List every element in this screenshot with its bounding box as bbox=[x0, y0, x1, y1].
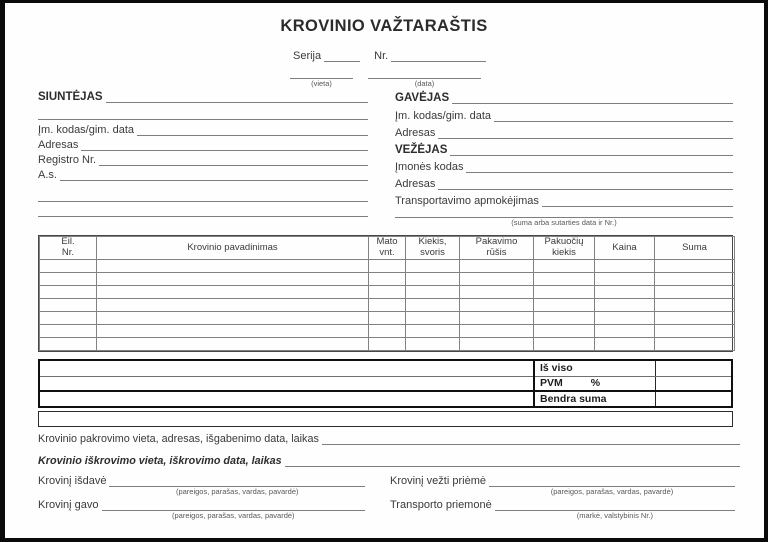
cargo-cell bbox=[369, 312, 406, 325]
cargo-cell bbox=[406, 299, 460, 312]
col-header-kiekis-svoris: Kiekis, svoris bbox=[406, 237, 460, 260]
cargo-cell bbox=[460, 299, 534, 312]
carrier-code-line bbox=[466, 158, 733, 173]
col-header-pavadinimas: Krovinio pavadinimas bbox=[97, 237, 369, 260]
received-by-label: Krovinį gavo bbox=[38, 499, 99, 511]
loading-place-label: Krovinio pakrovimo vieta, adresas, išgabenimo data, laikas bbox=[38, 433, 319, 445]
cargo-cell bbox=[655, 312, 735, 325]
totals-spacer-cell bbox=[40, 376, 534, 391]
sender-account-line bbox=[60, 166, 368, 181]
cargo-cell bbox=[534, 260, 595, 273]
sender-address-label: Adresas bbox=[38, 139, 79, 151]
grand-total-label: Bendra suma bbox=[534, 391, 655, 406]
cargo-row bbox=[40, 260, 735, 273]
transport-vehicle-caption: (markė, valstybinis Nr.) bbox=[576, 511, 653, 520]
receiver-address-row bbox=[395, 124, 733, 139]
totals-spacer-cell bbox=[40, 391, 534, 406]
receiver-address-label: Adresas bbox=[395, 127, 436, 139]
cargo-cell bbox=[369, 260, 406, 273]
form-title: KROVINIO VAŽTARAŠTIS bbox=[280, 17, 488, 35]
carrier-title-row bbox=[395, 141, 733, 156]
col-header-suma: Suma bbox=[655, 237, 735, 260]
cargo-cell bbox=[97, 299, 369, 312]
data-blank-line bbox=[368, 67, 481, 88]
vieta-blank-line bbox=[290, 67, 353, 88]
unloading-place-row bbox=[38, 453, 740, 467]
cargo-table bbox=[38, 235, 733, 352]
received-by-line bbox=[102, 497, 365, 520]
cargo-cell bbox=[40, 325, 97, 338]
cargo-cell bbox=[40, 338, 97, 351]
accepted-by-caption: (pareigos, parašas, vardas, pavardė) bbox=[550, 487, 674, 496]
sender-account-label: A.s. bbox=[38, 169, 57, 181]
vat-percent-sign: % bbox=[590, 377, 601, 390]
sender-code-label: Įm. kodas/gim. data bbox=[38, 124, 134, 136]
sender-register-line bbox=[99, 151, 368, 166]
col-header-kaina: Kaina bbox=[595, 237, 655, 260]
cargo-cell bbox=[534, 286, 595, 299]
cargo-row bbox=[40, 273, 735, 286]
sender-extra-row-2 bbox=[38, 187, 368, 202]
receiver-title-row bbox=[395, 89, 733, 104]
carrier-code-row bbox=[395, 158, 733, 173]
cargo-cell bbox=[97, 312, 369, 325]
cargo-row bbox=[40, 286, 735, 299]
cargo-cell bbox=[97, 325, 369, 338]
received-by-caption: (pareigos, parašas, vardas, pavardė) bbox=[171, 511, 295, 520]
cargo-cell bbox=[534, 273, 595, 286]
cargo-table-body bbox=[40, 260, 735, 351]
cargo-cell bbox=[595, 273, 655, 286]
receiver-title: GAVĖJAS bbox=[395, 92, 450, 104]
vieta-data-row bbox=[290, 67, 485, 88]
loading-place-line bbox=[322, 431, 740, 445]
carrier-address-line bbox=[438, 175, 733, 190]
sender-extra-line-3 bbox=[38, 202, 368, 217]
sender-code-line bbox=[137, 121, 368, 136]
transport-vehicle-line bbox=[495, 497, 735, 520]
carrier-code-label: Įmonės kodas bbox=[395, 161, 464, 173]
vat-row bbox=[40, 376, 731, 391]
cargo-cell bbox=[655, 260, 735, 273]
accepted-by-line bbox=[489, 473, 735, 496]
cargo-cell bbox=[97, 338, 369, 351]
cargo-cell bbox=[369, 273, 406, 286]
cargo-cell bbox=[655, 286, 735, 299]
unloading-place-line bbox=[285, 453, 740, 467]
receiver-code-row bbox=[395, 107, 733, 122]
cargo-cell bbox=[460, 273, 534, 286]
carrier-title: VEŽĖJAS bbox=[395, 144, 448, 156]
cargo-cell bbox=[595, 286, 655, 299]
carrier-name-line bbox=[450, 141, 733, 156]
receiver-code-line bbox=[494, 107, 733, 122]
total-amount-cell bbox=[655, 361, 731, 376]
cargo-cell bbox=[406, 338, 460, 351]
cargo-cell bbox=[534, 312, 595, 325]
totals-spacer-cell bbox=[40, 361, 534, 376]
sender-register-label: Registro Nr. bbox=[38, 154, 97, 166]
cargo-row bbox=[40, 325, 735, 338]
cargo-row bbox=[40, 299, 735, 312]
receiver-name-line bbox=[452, 89, 733, 104]
cargo-cell bbox=[595, 312, 655, 325]
nr-label: Nr. bbox=[374, 50, 389, 62]
cargo-cell bbox=[655, 338, 735, 351]
cargo-cell bbox=[97, 260, 369, 273]
cargo-cell bbox=[369, 299, 406, 312]
loading-place-row bbox=[38, 431, 740, 445]
cargo-cell bbox=[40, 260, 97, 273]
serija-label: Serija bbox=[293, 50, 322, 62]
totals-block bbox=[38, 359, 733, 408]
accepted-by-label: Krovinį vežti priėmė bbox=[390, 475, 486, 487]
cargo-cell bbox=[40, 273, 97, 286]
cargo-cell bbox=[460, 286, 534, 299]
sender-extra-line-2 bbox=[38, 187, 368, 202]
sender-title: SIUNTĖJAS bbox=[38, 91, 103, 103]
transport-vehicle-label: Transporto priemonė bbox=[390, 499, 492, 511]
col-header-mato-vnt: Mato vnt. bbox=[369, 237, 406, 260]
carrier-payment-caption: (suma arba sutarties data ir Nr.) bbox=[511, 218, 617, 227]
cargo-cell bbox=[595, 260, 655, 273]
cargo-row bbox=[40, 312, 735, 325]
cargo-cell bbox=[460, 312, 534, 325]
accepted-by-row bbox=[390, 473, 735, 496]
carrier-payment-label: Transportavimo apmokėjimas bbox=[395, 195, 539, 207]
sender-extra-row-3 bbox=[38, 202, 368, 217]
cargo-cell bbox=[369, 325, 406, 338]
sender-extra-row-1 bbox=[38, 105, 368, 120]
issued-by-row bbox=[38, 473, 365, 496]
cargo-cell bbox=[534, 338, 595, 351]
col-header-pakuociu-kiekis: Pakuočių kiekis bbox=[534, 237, 595, 260]
cargo-cell bbox=[406, 260, 460, 273]
serija-blank-line bbox=[324, 49, 360, 62]
sender-name-line bbox=[106, 88, 368, 103]
cargo-cell bbox=[595, 299, 655, 312]
cargo-cell bbox=[369, 286, 406, 299]
issued-by-line bbox=[109, 473, 365, 496]
cargo-cell bbox=[40, 286, 97, 299]
transport-vehicle-row bbox=[390, 497, 735, 520]
cargo-cell bbox=[406, 273, 460, 286]
cargo-cell bbox=[97, 273, 369, 286]
cargo-cell bbox=[40, 299, 97, 312]
cargo-cell bbox=[534, 325, 595, 338]
cargo-cell bbox=[460, 338, 534, 351]
vieta-caption: (vieta) bbox=[311, 79, 332, 88]
cargo-cell bbox=[369, 338, 406, 351]
receiver-address-line bbox=[438, 124, 733, 139]
sender-code-row bbox=[38, 121, 368, 136]
carrier-payment-detail-row bbox=[395, 203, 733, 227]
vat-amount-cell bbox=[655, 376, 731, 391]
sender-address-row bbox=[38, 136, 368, 151]
issued-by-caption: (pareigos, parašas, vardas, pavardė) bbox=[175, 487, 299, 496]
total-row bbox=[40, 361, 731, 376]
issued-by-label: Krovinį išdavė bbox=[38, 475, 107, 487]
sender-extra-line-1 bbox=[38, 105, 368, 120]
sender-register-row bbox=[38, 151, 368, 166]
col-header-pakavimo-rusis: Pakavimo rūšis bbox=[460, 237, 534, 260]
sender-address-line bbox=[81, 136, 368, 151]
carrier-address-label: Adresas bbox=[395, 178, 436, 190]
cargo-cell bbox=[595, 325, 655, 338]
vat-label: PVM % bbox=[534, 376, 655, 391]
empty-remarks-bar bbox=[38, 411, 733, 427]
carrier-payment-detail-line bbox=[395, 203, 733, 227]
cargo-cell bbox=[595, 338, 655, 351]
cargo-cell bbox=[97, 286, 369, 299]
cargo-cell bbox=[460, 325, 534, 338]
sender-title-row bbox=[38, 88, 368, 103]
nr-blank-line bbox=[391, 49, 486, 62]
data-caption: (data) bbox=[414, 79, 435, 88]
cargo-cell bbox=[406, 286, 460, 299]
received-by-row bbox=[38, 497, 365, 520]
sender-account-row bbox=[38, 166, 368, 181]
cargo-row bbox=[40, 338, 735, 351]
serija-nr-row bbox=[293, 49, 493, 62]
receiver-code-label: Įm. kodas/gim. data bbox=[395, 110, 491, 122]
cargo-cell bbox=[655, 325, 735, 338]
grand-total-amount-cell bbox=[655, 391, 731, 406]
grand-total-row bbox=[40, 391, 731, 406]
cargo-table-header bbox=[40, 237, 735, 260]
cargo-cell bbox=[40, 312, 97, 325]
cargo-cell bbox=[655, 299, 735, 312]
cargo-cell bbox=[655, 273, 735, 286]
carrier-address-row bbox=[395, 175, 733, 190]
cargo-cell bbox=[406, 325, 460, 338]
total-label: Iš viso bbox=[534, 361, 655, 376]
col-header-eil-nr: Eil. Nr. bbox=[40, 237, 97, 260]
cargo-cell bbox=[406, 312, 460, 325]
cargo-cell bbox=[534, 299, 595, 312]
unloading-place-label: Krovinio iškrovimo vieta, iškrovimo data, laikas bbox=[38, 455, 282, 467]
cargo-cell bbox=[460, 260, 534, 273]
